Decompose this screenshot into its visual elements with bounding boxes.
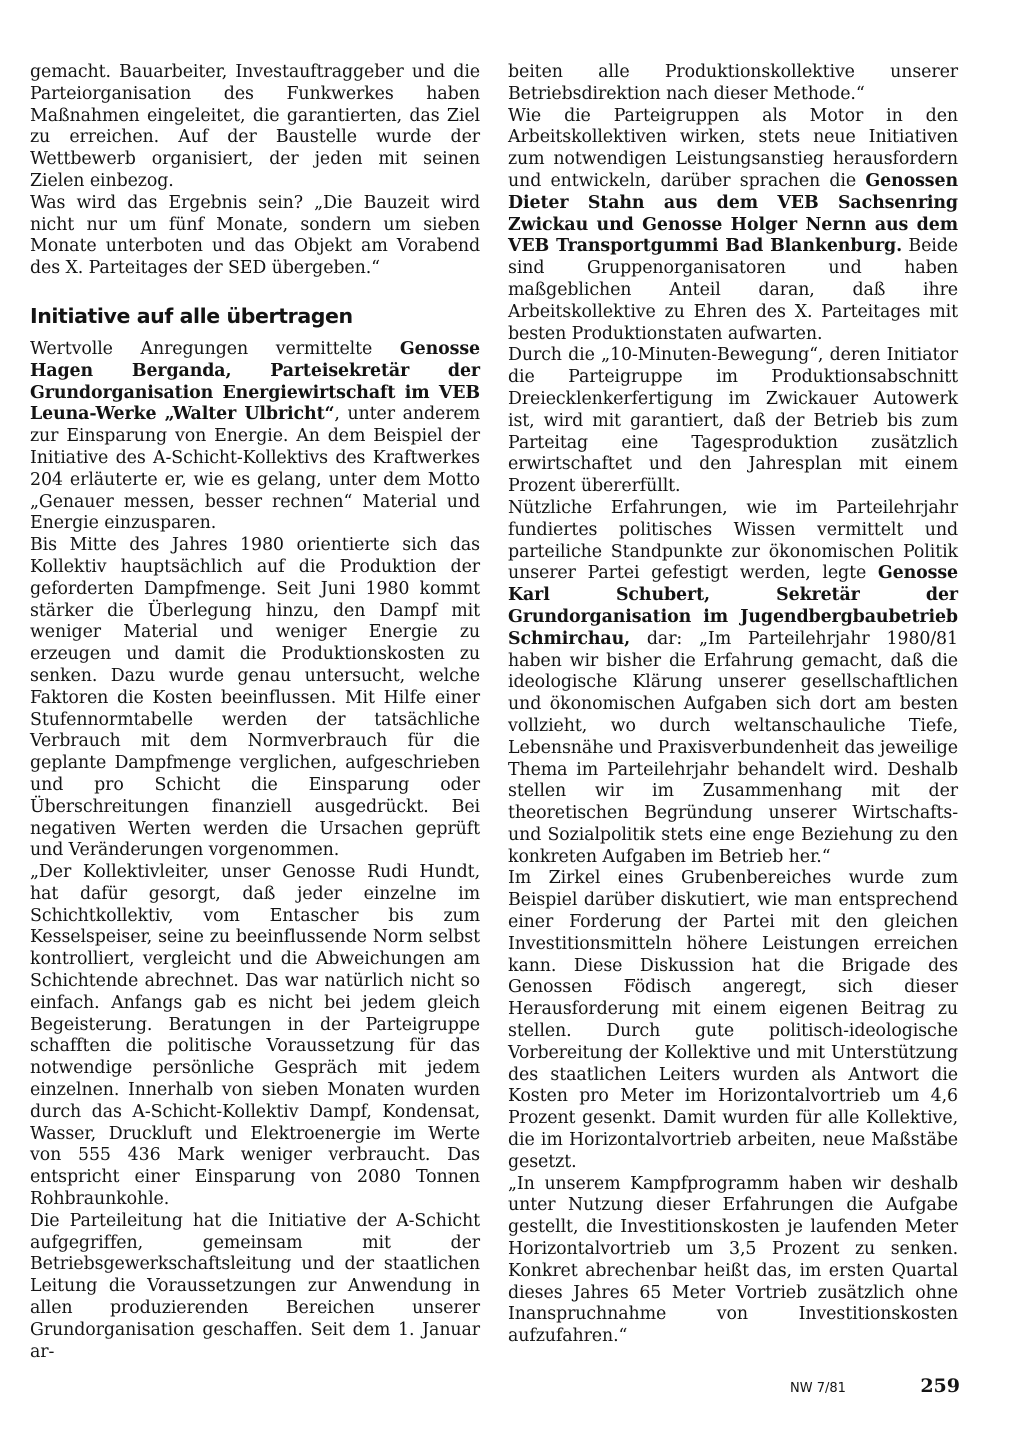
section-heading: Initiative auf alle übertragen xyxy=(30,303,353,328)
paragraph: beiten alle Produktionskollektive unserer Betriebsdirektion nach dieser Methode.“ xyxy=(508,62,958,104)
text-run: , unter anderem zur Einsparung von Energie. An dem Beispiel der Initiative des A-Schicht-Kollektivs des Kraftwerkes 204 erläuterte er, wie es gelang, unter dem Motto „Genauer messen, besser rechnen“ Material und Energie einzusparen. xyxy=(30,404,480,534)
text-run: Nützliche Erfahrungen, wie im Parteilehrjahr fundiertes politisches Wissen vermittelt und parteiliche Standpunkte zur ökonomischen Politik unserer Partei gefestigt werden, legte xyxy=(508,497,958,584)
paragraph: „Der Kollektivleiter, unser Genosse Rudi Hundt, hat dafür gesorgt, daß jeder einzelne im Schichtkollektiv, vom Entascher bis zum Kesselspeiser, seine zu beeinflussende Norm selbst kontrolliert, vergleicht und die Abweichungen am Schichtende abrechnet. Das war natürlich nicht so einfach. Anfangs gab es nicht bei jedem gleich Begeisterung. Beratungen in der Parteigruppe schafften die politische Voraussetzung für das notwendige persönliche Gespräch mit jedem einzelnen. Innerhalb von sieben Monaten wurden durch das A-Schicht-Kollektiv Dampf, Kondensat, Wasser, Druckluft und Elektroenergie im Werte von 555 436 Mark weniger verbraucht. Das entspricht einer Einsparung von 2080 Tonnen Rohbraunkohle. xyxy=(30,862,480,1210)
page-number: 259 xyxy=(920,1375,960,1397)
paragraph: Die Parteileitung hat die Initiative der A-Schicht aufgegriffen, gemeinsam mit der Betriebsgewerkschaftsleitung und der staatlichen Leitung die Voraussetzungen zur Anwendung in allen produzierenden Bereichen unserer Grundorganisation geschaffen. Seit dem 1. Januar ar- xyxy=(30,1210,480,1362)
right-column xyxy=(508,62,958,1348)
paragraph: Im Zirkel eines Grubenbereiches wurde zum Beispiel darüber diskutiert, wie man entsprechend einer Forderung der Partei mit den gleichen Investitionsmitteln höhere Leistungen erreichen kann. Diese Diskussion hat die Brigade des Genossen Födisch angeregt, sich dieser Herausforderung mit einem eigenen Beitrag zu stellen. Durch gute politisch-ideologische Vorbereitung der Kollektive und mit Unterstützung des staatlichen Leiters wurden als Antwort die Kosten pro Meter im Horizontalvortrieb um 4,6 Prozent gesenkt. Damit wurden für alle Kollektive, die im Horizontalvortrieb arbeiten, neue Maßstäbe gesetzt. xyxy=(508,868,958,1172)
bold-name: Genosse Karl Schubert, Sekretär der Grundorganisation im Jugendbergbaubetrieb Schmirchau, xyxy=(508,563,958,649)
text-run: Beide sind Gruppenorganisatoren und haben maßgeblichen Anteil daran, daß ihre Arbeitskollektive zu Ehren des X. Parteitages mit besten Produktionstaten aufwarten. xyxy=(508,236,958,344)
left-column xyxy=(30,62,480,1363)
paragraph: Bis Mitte des Jahres 1980 orientierte sich das Kollektiv hauptsächlich auf die Produktion der geforderten Dampfmenge. Seit Juni 1980 kommt stärker die Überlegung hinzu, den Dampf mit weniger Material und weniger Energie zu erzeugen und damit die Produktionskosten zu senken. Dazu wurde genau untersucht, welche Faktoren die Kosten beeinflussen. Mit Hilfe einer Stufennormtabelle werden der tatsächliche Verbrauch mit dem Normverbrauch für die geplante Dampfmenge verglichen, aufgeschrieben und pro Schicht die Einsparung oder Überschreitungen finanziell ausgedrückt. Bei negativen Werten werden die Ursachen geprüft und Veränderungen vorgenommen. xyxy=(30,535,480,861)
bold-name: Genosse Hagen Berganda, Parteisekretär der Grundorganisation Energiewirtschaft im VEB Leuna-Werke „Walter Ulbricht“ xyxy=(30,338,480,425)
paragraph xyxy=(508,498,958,869)
text-run: Wie die Parteigruppen als Motor in den Arbeitskollektiven wirken, stets neue Initiativen zum notwendigen Leistungsanstieg herausfordern und entwickeln, darüber sprachen die xyxy=(508,105,958,191)
paragraph xyxy=(30,339,480,535)
text-run: dar: „Im Parteilehrjahr 1980/81 haben wir bisher die Erfahrung gemacht, daß die ideologische Klärung unserer gesellschaftlichen und ökonomischen Aufgaben sich dort am besten vollzieht, wo durch weltanschauliche Tiefe, Lebensnähe und Praxisverbundenheit das jeweilige Thema im Parteilehrjahr behandelt wird. Deshalb stellen wir im Zusammenhang mit der theoretischen Begründung unserer Wirtschafts- und Sozialpolitik stets eine enge Beziehung zu den konkreten Aufgaben im Betrieb her.“ xyxy=(508,628,958,867)
bold-name: Genossen Dieter Stahn aus dem VEB Sachsenring Zwickau und Genosse Holger Nernn aus dem VEB Transportgummi Bad Blankenburg. xyxy=(508,170,958,257)
paragraph xyxy=(508,106,958,346)
paragraph: gemacht. Bauarbeiter, Investauftraggeber und die Parteiorganisation des Funkwerkes haben Maßnahmen eingeleitet, die garantierten, das Ziel zu erreichen. Auf der Baustelle wurde der Wettbewerb organisiert, der jeden mit seinen Zielen einbezog. xyxy=(30,62,480,191)
paragraph: Was wird das Ergebnis sein? „Die Bauzeit wird nicht nur um fünf Monate, sondern um sieben Monate unterboten und das Objekt am Vorabend des X. Parteitages der SED übergeben.“ xyxy=(30,192,480,279)
text-run: Wertvolle Anregungen vermittelte xyxy=(30,338,400,359)
page-footer xyxy=(790,1375,960,1397)
paragraph: Durch die „10-Minuten-Bewegung“, deren Initiator die Parteigruppe im Produktionsabschnitt Dreiecklenkerfertigung im Zwickauer Autowerk ist, wird mit garantiert, daß der Betrieb bis zum Parteitag eine Tagesproduktion zusätzlich erwirtschaftet und den Jahresplan mit einem Prozent übererfüllt. xyxy=(508,345,958,497)
paragraph: „In unserem Kampfprogramm haben wir deshalb unter Nutzung dieser Erfahrungen die Aufgabe gestellt, die Investitionskosten je laufenden Meter Horizontalvortrieb um 3,5 Prozent zu senken. Konkret abrechenbar heißt das, im ersten Quartal dieses Jahres 65 Meter Vortrieb zusätzlich ohne Inanspruchnahme von Investitionskosten aufzufahren.“ xyxy=(508,1173,958,1347)
issue-label: NW 7/81 xyxy=(790,1381,846,1396)
